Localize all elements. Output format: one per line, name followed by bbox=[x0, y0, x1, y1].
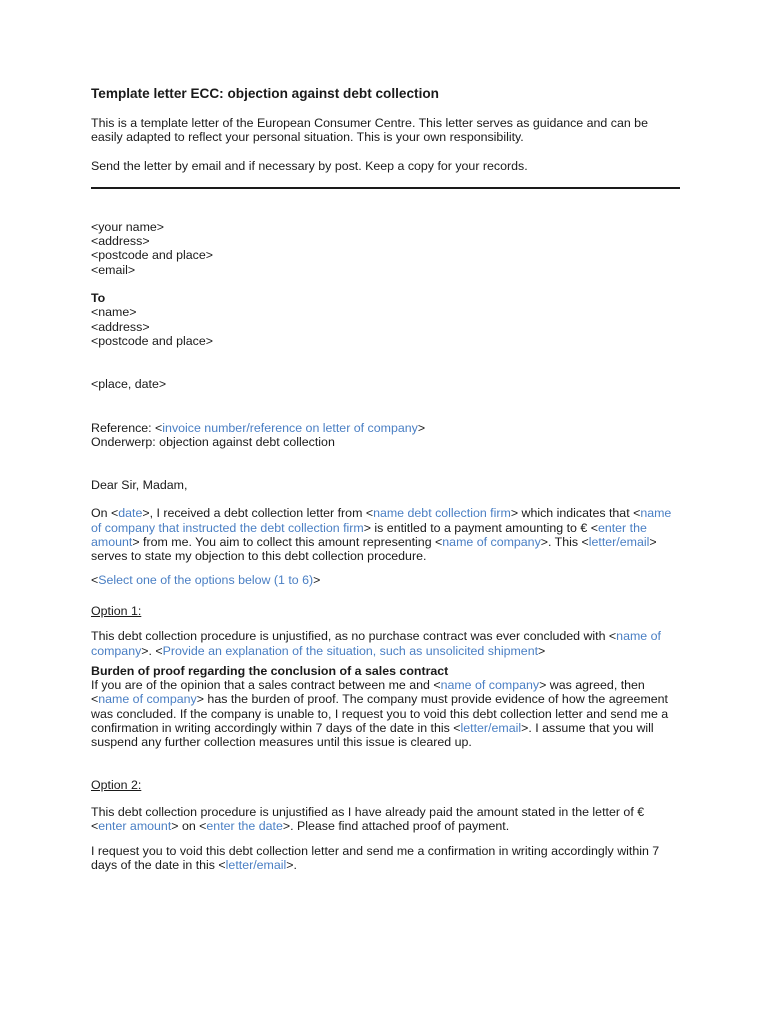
sender-address: <address> bbox=[91, 234, 150, 249]
page-title: Template letter ECC: objection against debt collection bbox=[91, 86, 439, 101]
option-2-request: I request you to void this debt collection letter and send me a confirmation in writing accordingly within 7 days of the date in this <letter/email>. bbox=[91, 843, 660, 872]
select-option-line: <Select one of the options below (1 to 6)> bbox=[91, 572, 321, 587]
placeholder-company-instructed: name of company that instructed the debt collection firm bbox=[91, 506, 672, 535]
placeholder-reference: invoice number/reference on letter of company bbox=[162, 420, 418, 435]
salutation: Dear Sir, Madam, bbox=[91, 478, 188, 493]
sender-email: <email> bbox=[91, 262, 136, 277]
sender-block bbox=[91, 220, 681, 277]
option-2-text: This debt collection procedure is unjustified as I have already paid the amount stated in the letter of € <enter amount> on <enter the date>. Please find attached proof of payment. bbox=[91, 804, 645, 834]
letter-page bbox=[91, 86, 681, 872]
to-label: To bbox=[91, 291, 106, 306]
sender-postcode: <postcode and place> bbox=[91, 248, 213, 263]
recipient-block bbox=[91, 291, 681, 348]
recipient-postcode: <postcode and place> bbox=[91, 333, 213, 348]
recipient-name: <name> bbox=[91, 305, 137, 320]
placeholder-company: name of company bbox=[442, 535, 541, 550]
placeholder-date: date bbox=[118, 506, 143, 521]
placeholder-firm: name debt collection firm bbox=[373, 506, 511, 521]
placeholder-select-option: Select one of the options below (1 to 6) bbox=[98, 572, 314, 587]
recipient-address: <address> bbox=[91, 319, 150, 334]
subject-line: Onderwerp: objection against debt collection bbox=[91, 434, 335, 449]
divider bbox=[91, 187, 680, 189]
option-2-heading: Option 2: bbox=[91, 777, 142, 792]
option-1-text: This debt collection procedure is unjustified, as no purchase contract was ever concluded with <name of company>. <Provide an explanation of the situation, such as unsolicited shipment> bbox=[91, 629, 661, 658]
reference-line: Reference: <invoice number/reference on letter of company> bbox=[91, 420, 426, 435]
sender-name: <your name> bbox=[91, 219, 165, 234]
burden-of-proof-text: If you are of the opinion that a sales contract between me and <name of company> was agreed, then <name of company> has the burden of proof. The company must provide evidence of how the agreement was concluded. If the company is unable to, I request you to void this debt collection letter and send me a confirmation in writing accordingly within 7 days of the date in this <letter/email>. I assume that you will suspend any further collection measures until this issue is cleared up. bbox=[91, 678, 669, 750]
placeholder-letter-email: letter/email bbox=[588, 535, 650, 550]
intro-text: This is a template letter of the European Consumer Centre. This letter serves as guidance and can be easily adapted to reflect your personal situation. This is your own responsibility. bbox=[91, 116, 648, 145]
send-instructions: Send the letter by email and if necessary by post. Keep a copy for your records. bbox=[91, 158, 528, 173]
option-1-heading: Option 1: bbox=[91, 603, 142, 618]
burden-of-proof-heading: Burden of proof regarding the conclusion of a sales contract bbox=[91, 663, 449, 678]
place-date: <place, date> bbox=[91, 377, 167, 392]
opening-paragraph: On <date>, I received a debt collection letter from <name debt collection firm> which indicates that <name of company that instructed the debt collection firm> is entitled to a payment amounting to € <enter the amount> from me. You aim to collect this amount representing <name of company>. This <letter/email> serves to state my objection to this debt collection procedure. bbox=[91, 506, 672, 564]
placeholder-amount: enter the amount bbox=[91, 520, 647, 550]
